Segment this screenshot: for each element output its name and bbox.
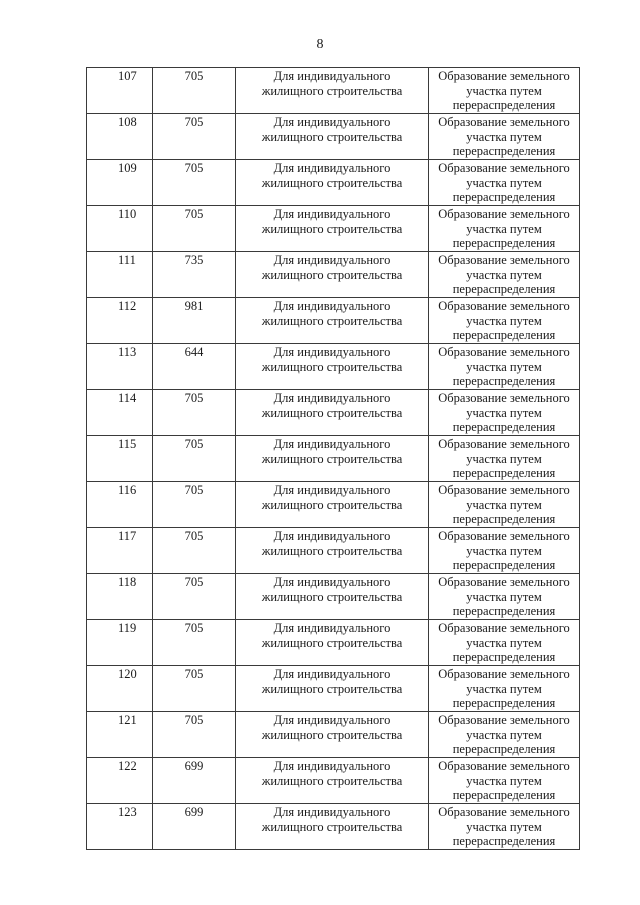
formation-method-cell [429,620,580,666]
permitted-use-cell [236,344,429,390]
plot-number: 123 [118,805,137,819]
formation-method-cell [429,712,580,758]
formation-method-line: участка путем [466,773,542,788]
permitted-use-cell [236,252,429,298]
formation-method-line: участка путем [466,359,542,374]
plot-area: 705 [184,529,204,543]
formation-method-line: Образование земельного [438,161,570,175]
permitted-use-line: жилищного строительства [261,497,403,512]
area-cell [153,666,236,712]
formation-method-line: участка путем [466,681,542,696]
table-row [87,666,580,712]
formation-method-cell [429,574,580,620]
plot-number-cell [87,344,153,390]
formation-method-cell [429,160,580,206]
formation-method-line: перераспределения [452,788,556,802]
permitted-use-cell [236,114,429,160]
formation-method-line: перераспределения [452,650,556,664]
formation-method-cell [429,206,580,252]
permitted-use-cell [236,68,429,114]
plot-area: 705 [184,391,204,405]
area-cell [153,712,236,758]
plot-number-cell [87,436,153,482]
plot-number: 118 [118,575,137,589]
permitted-use-cell [236,758,429,804]
formation-method-line: Образование земельного [438,391,570,405]
formation-method-line: Образование земельного [438,483,570,497]
formation-method-line: участка путем [466,267,542,282]
plot-area: 705 [184,575,204,589]
plot-area: 699 [184,759,204,773]
table-row [87,758,580,804]
permitted-use-line: жилищного строительства [261,773,403,788]
permitted-use-cell [236,574,429,620]
plot-number-cell [87,620,153,666]
formation-method-line: участка путем [466,175,542,190]
formation-method-line: перераспределения [452,98,556,112]
area-cell [153,574,236,620]
plot-number: 114 [118,391,137,405]
table-row [87,620,580,666]
permitted-use-line: Для индивидуального [273,667,391,681]
permitted-use-line: Для индивидуального [273,621,391,635]
permitted-use-line: жилищного строительства [261,175,403,190]
table-row [87,206,580,252]
plot-area: 705 [184,667,204,681]
formation-method-line: Образование земельного [438,69,570,83]
area-cell [153,298,236,344]
formation-method-cell [429,528,580,574]
formation-method-cell [429,482,580,528]
formation-method-line: перераспределения [452,374,556,388]
formation-method-cell [429,68,580,114]
plot-area: 735 [184,253,204,267]
formation-method-line: участка путем [466,451,542,466]
plot-number: 119 [118,621,137,635]
plot-number-cell [87,160,153,206]
permitted-use-cell [236,298,429,344]
permitted-use-cell [236,712,429,758]
permitted-use-line: жилищного строительства [261,727,403,742]
formation-method-cell [429,758,580,804]
plot-area: 981 [184,299,204,313]
formation-method-line: Образование земельного [438,345,570,359]
table-row [87,298,580,344]
page-number: 8 [316,37,324,52]
formation-method-cell [429,344,580,390]
formation-method-line: участка путем [466,83,542,98]
plot-area: 644 [184,345,204,359]
table-row [87,160,580,206]
formation-method-line: участка путем [466,313,542,328]
formation-method-line: перераспределения [452,558,556,572]
permitted-use-cell [236,666,429,712]
formation-method-line: участка путем [466,543,542,558]
plot-number-cell [87,252,153,298]
permitted-use-cell [236,482,429,528]
area-cell [153,436,236,482]
area-cell [153,390,236,436]
permitted-use-line: Для индивидуального [273,805,391,819]
permitted-use-line: жилищного строительства [261,129,403,144]
area-cell [153,482,236,528]
formation-method-line: участка путем [466,819,542,834]
area-cell [153,252,236,298]
plot-number: 113 [118,345,137,359]
table-row [87,436,580,482]
plot-number-cell [87,390,153,436]
plot-number-cell [87,666,153,712]
formation-method-line: перераспределения [452,742,556,756]
permitted-use-line: жилищного строительства [261,819,403,834]
formation-method-line: Образование земельного [438,437,570,451]
table-row [87,344,580,390]
permitted-use-cell [236,390,429,436]
table-row [87,114,580,160]
formation-method-line: Образование земельного [438,621,570,635]
plot-number: 115 [118,437,137,451]
permitted-use-line: Для индивидуального [273,207,391,221]
formation-method-line: участка путем [466,129,542,144]
permitted-use-line: Для индивидуального [273,759,391,773]
table-row [87,390,580,436]
permitted-use-line: жилищного строительства [261,221,403,236]
formation-method-line: перераспределения [452,512,556,526]
permitted-use-line: жилищного строительства [261,313,403,328]
plot-number-cell [87,712,153,758]
formation-method-line: перераспределения [452,466,556,480]
area-cell [153,528,236,574]
permitted-use-line: жилищного строительства [261,543,403,558]
plot-area: 705 [184,69,204,83]
table-row [87,528,580,574]
formation-method-line: участка путем [466,589,542,604]
plot-area: 705 [184,483,204,497]
formation-method-line: Образование земельного [438,713,570,727]
plot-number-cell [87,482,153,528]
plot-area: 705 [184,713,204,727]
permitted-use-line: жилищного строительства [261,589,403,604]
table-row [87,712,580,758]
formation-method-line: перераспределения [452,282,556,296]
formation-method-cell [429,390,580,436]
formation-method-line: участка путем [466,497,542,512]
area-cell [153,344,236,390]
table-row [87,68,580,114]
permitted-use-cell [236,160,429,206]
permitted-use-line: Для индивидуального [273,437,391,451]
formation-method-line: перераспределения [452,420,556,434]
permitted-use-line: жилищного строительства [261,451,403,466]
table-row [87,482,580,528]
permitted-use-cell [236,804,429,850]
permitted-use-line: жилищного строительства [261,681,403,696]
plot-area: 705 [184,115,204,129]
plot-number: 111 [118,253,136,267]
plot-number-cell [87,528,153,574]
permitted-use-line: Для индивидуального [273,529,391,543]
formation-method-line: Образование земельного [438,575,570,589]
plot-number-cell [87,114,153,160]
formation-method-line: участка путем [466,727,542,742]
area-cell [153,206,236,252]
plot-number-cell [87,68,153,114]
formation-method-cell [429,252,580,298]
area-cell [153,68,236,114]
plot-number: 120 [118,667,137,681]
permitted-use-cell [236,620,429,666]
plot-area: 699 [184,805,204,819]
formation-method-line: участка путем [466,405,542,420]
formation-method-cell [429,298,580,344]
permitted-use-line: жилищного строительства [261,635,403,650]
plot-number: 112 [118,299,137,313]
plot-area: 705 [184,437,204,451]
plot-area: 705 [184,621,204,635]
area-cell [153,160,236,206]
plot-number: 109 [118,161,137,175]
formation-method-line: участка путем [466,635,542,650]
formation-method-cell [429,436,580,482]
area-cell [153,114,236,160]
permitted-use-line: Для индивидуального [273,391,391,405]
formation-method-line: участка путем [466,221,542,236]
permitted-use-line: жилищного строительства [261,359,403,374]
formation-method-line: перераспределения [452,328,556,342]
land-plots-table [86,67,580,850]
formation-method-line: Образование земельного [438,759,570,773]
table-row [87,804,580,850]
formation-method-line: Образование земельного [438,667,570,681]
plot-number: 110 [118,207,137,221]
permitted-use-line: жилищного строительства [261,83,403,98]
plot-number: 116 [118,483,137,497]
formation-method-line: перераспределения [452,834,556,848]
formation-method-line: перераспределения [452,696,556,710]
plot-number: 121 [118,713,137,727]
plot-number-cell [87,804,153,850]
permitted-use-cell [236,436,429,482]
plot-area: 705 [184,161,204,175]
area-cell [153,620,236,666]
area-cell [153,758,236,804]
formation-method-line: перераспределения [452,190,556,204]
permitted-use-line: Для индивидуального [273,253,391,267]
plot-number: 108 [118,115,137,129]
plot-number-cell [87,758,153,804]
plot-number-cell [87,206,153,252]
permitted-use-line: Для индивидуального [273,575,391,589]
formation-method-line: перераспределения [452,236,556,250]
formation-method-cell [429,666,580,712]
formation-method-line: Образование земельного [438,115,570,129]
permitted-use-line: жилищного строительства [261,405,403,420]
plot-number: 122 [118,759,137,773]
permitted-use-cell [236,206,429,252]
permitted-use-line: Для индивидуального [273,115,391,129]
plot-area: 705 [184,207,204,221]
area-cell [153,804,236,850]
table-body [87,68,580,850]
plot-number: 117 [118,529,137,543]
permitted-use-line: жилищного строительства [261,267,403,282]
permitted-use-line: Для индивидуального [273,713,391,727]
permitted-use-line: Для индивидуального [273,69,391,83]
permitted-use-line: Для индивидуального [273,483,391,497]
formation-method-line: Образование земельного [438,529,570,543]
permitted-use-line: Для индивидуального [273,299,391,313]
formation-method-line: Образование земельного [438,207,570,221]
plot-number: 107 [118,69,137,83]
formation-method-line: перераспределения [452,604,556,618]
formation-method-cell [429,114,580,160]
permitted-use-cell [236,528,429,574]
plot-number-cell [87,298,153,344]
formation-method-line: перераспределения [452,144,556,158]
permitted-use-line: Для индивидуального [273,161,391,175]
formation-method-line: Образование земельного [438,805,570,819]
formation-method-cell [429,804,580,850]
formation-method-line: Образование земельного [438,299,570,313]
plot-number-cell [87,574,153,620]
permitted-use-line: Для индивидуального [273,345,391,359]
table-row [87,574,580,620]
formation-method-line: Образование земельного [438,253,570,267]
table-row [87,252,580,298]
